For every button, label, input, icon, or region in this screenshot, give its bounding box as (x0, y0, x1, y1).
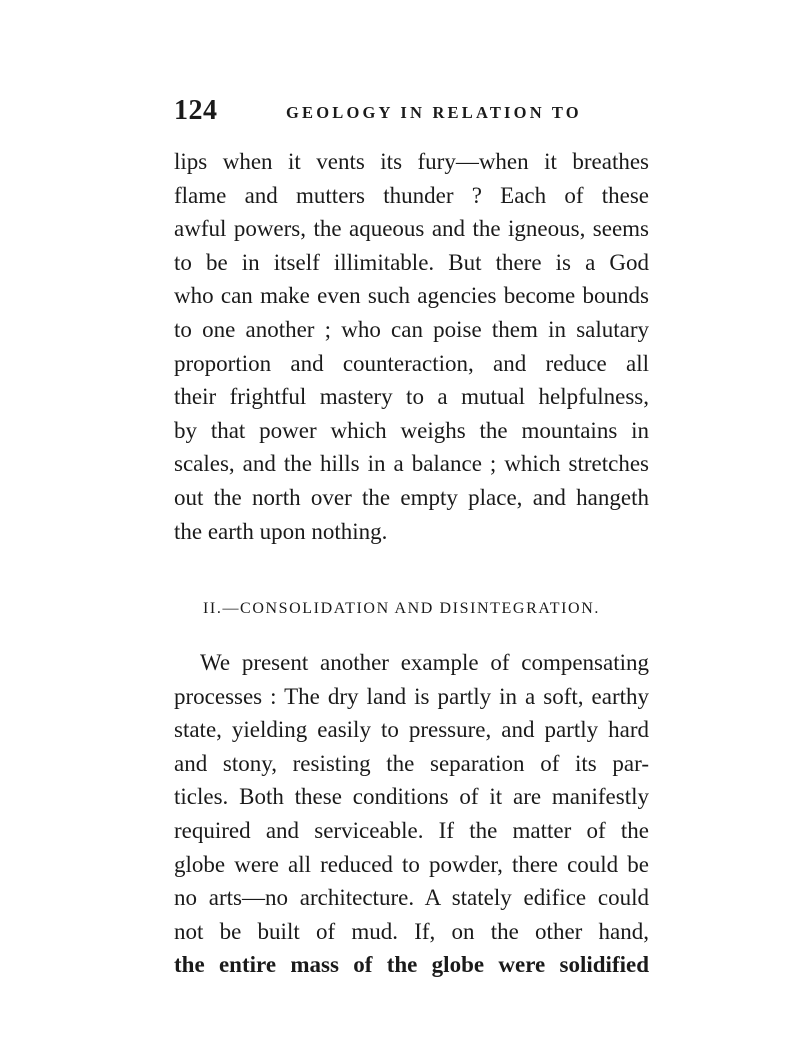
page-number: 124 (174, 95, 218, 126)
text-line: to one another ; who can poise them in salutary (174, 316, 649, 342)
paragraph-consolidation (174, 646, 649, 982)
text-line: awful powers, the aqueous and the igneous, seems (174, 216, 649, 242)
text-line: We present another example of compensating (200, 650, 649, 675)
text-line: the earth upon nothing. (174, 518, 388, 544)
text-line: required and serviceable. If the matter of the (174, 817, 649, 843)
text-line: the entire mass of the globe were solidified (174, 952, 649, 978)
text-line: not be built of mud. If, on the other hand, (174, 918, 649, 944)
text-line: who can make even such agencies become bounds (174, 283, 649, 309)
section-heading: II.—CONSOLIDATION AND DISINTEGRATION. (203, 600, 600, 617)
text-line: no arts—no architecture. A stately edifice could (174, 885, 649, 911)
paragraph-continuation (174, 145, 649, 548)
text-line: to be in itself illimitable. But there is a God (174, 249, 649, 275)
text-line: by that power which weighs the mountains in (174, 417, 649, 443)
text-line: and stony, resisting the separation of its par- (174, 750, 649, 776)
text-line: globe were all reduced to powder, there could be (174, 851, 649, 877)
text-line: flame and mutters thunder ? Each of these (174, 182, 649, 208)
text-line: processes : The dry land is partly in a soft, earthy (174, 683, 649, 709)
text-line: scales, and the hills in a balance ; which stretches (174, 451, 649, 477)
text-line: their frightful mastery to a mutual helpfulness, (174, 384, 649, 410)
text-line: ticles. Both these conditions of it are manifestly (174, 784, 649, 810)
text-line: proportion and counteraction, and reduce all (174, 350, 649, 376)
running-title: GEOLOGY IN RELATION TO (286, 103, 582, 122)
running-head (174, 95, 654, 131)
text-line: lips when it vents its fury—when it breathes (174, 149, 649, 174)
text-line: out the north over the empty place, and hangeth (174, 484, 649, 510)
text-line: state, yielding easily to pressure, and partly hard (174, 717, 649, 743)
